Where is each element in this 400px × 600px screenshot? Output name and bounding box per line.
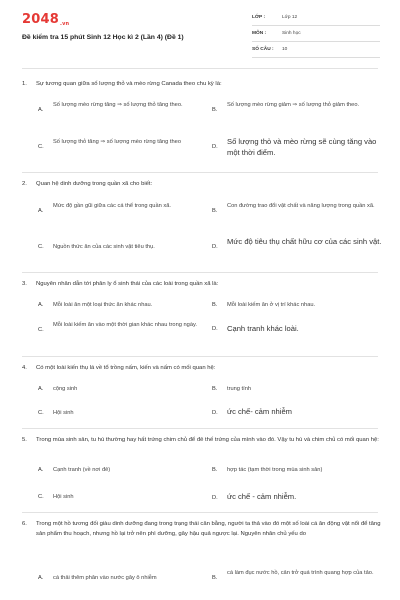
- question-2: [22, 180, 382, 272]
- question-number: 1.: [22, 81, 27, 87]
- option-text: Số lượng thỏ và mèo rừng sẽ cùng tăng vào một thời điểm.: [227, 137, 377, 157]
- question-number: 6.: [22, 521, 27, 527]
- option-letter: D.: [212, 244, 218, 250]
- meta-panel: [252, 12, 380, 60]
- question-3: [22, 280, 382, 354]
- option-b[interactable]: [212, 101, 382, 113]
- option-d[interactable]: [212, 136, 382, 158]
- question-stem: [22, 280, 382, 290]
- option-c[interactable]: [38, 409, 198, 418]
- option-text: Số lượng mèo rừng giảm ⇒ số lượng thỏ giảm theo.: [227, 102, 360, 108]
- option-letter: B.: [212, 302, 218, 308]
- question-text: Trong một hồ tương đối giàu dinh dưỡng đang trong trạng thái cân bằng, người ta thả vào đó một số loài cá ăn động vật nổi để tăng sản phẩm thu hoạch, nhưng hồ lại trở nên phì dưỡng, gây hậu quả ngược lại. Nguyên nhân chủ yếu do: [36, 521, 381, 537]
- option-letter: D.: [212, 495, 218, 501]
- question-stem: [22, 436, 382, 446]
- option-text: Mức độ gần gũi giữa các cá thể trong quần xã.: [53, 203, 171, 209]
- option-letter: B.: [212, 208, 218, 214]
- option-text: Mức độ tiêu thụ chất hữu cơ của các sinh vật.: [227, 237, 382, 246]
- option-text: cá làm đục nước hồ, cản trở quá trình quang hợp của tảo.: [227, 570, 374, 576]
- option-b[interactable]: [212, 569, 382, 581]
- option-letter: B.: [212, 575, 218, 581]
- option-b[interactable]: [212, 301, 382, 310]
- divider: [22, 68, 378, 69]
- option-d[interactable]: [212, 491, 382, 502]
- meta-label: LỚP :: [252, 15, 266, 20]
- divider: [22, 172, 378, 173]
- option-b[interactable]: [212, 466, 382, 475]
- option-letter: D.: [212, 144, 218, 150]
- option-letter: C.: [38, 244, 44, 250]
- option-d[interactable]: [212, 323, 382, 334]
- option-a[interactable]: [38, 202, 198, 214]
- option-text: ức chế- cảm nhiễm: [227, 407, 293, 416]
- option-letter: C.: [38, 327, 44, 333]
- option-text: trung tính: [227, 386, 252, 392]
- option-text: Số lượng thỏ tăng ⇒ số lượng mèo rừng tăng theo: [53, 139, 181, 145]
- option-c[interactable]: [38, 493, 198, 502]
- option-text: Cạnh tranh khác loài.: [227, 324, 299, 333]
- option-letter: B.: [212, 467, 218, 473]
- option-d[interactable]: [212, 236, 382, 250]
- option-text: Mỗi loài kiếm ăn vào một thời gian khác nhau trong ngày.: [53, 322, 197, 328]
- question-number: 4.: [22, 365, 27, 371]
- option-letter: A.: [38, 302, 44, 308]
- page-header: [0, 0, 400, 62]
- option-letter: A.: [38, 208, 44, 214]
- divider: [22, 356, 378, 357]
- divider: [22, 428, 378, 429]
- question-stem: [22, 364, 382, 374]
- question-text: Sự tương quan giữa số lượng thỏ và mèo rừng Canada theo chu kỳ là:: [36, 81, 222, 87]
- meta-value: Sinh học: [282, 31, 301, 36]
- option-text: hợp tác (tạm thời trong mùa sinh sản): [227, 467, 323, 473]
- question-number: 3.: [22, 281, 27, 287]
- site-logo[interactable]: [22, 12, 69, 27]
- option-text: Hội sinh: [53, 410, 74, 416]
- meta-row-count: [252, 44, 380, 58]
- option-b[interactable]: [212, 202, 382, 214]
- option-text: Cạnh tranh (về nơi đẻ): [53, 467, 111, 473]
- option-text: Hội sinh: [53, 494, 74, 500]
- option-a[interactable]: [38, 385, 198, 394]
- question-text: Trong mùa sinh sản, tu hú thường hay hất trứng chim chủ để đẻ thế trứng của mình vào đó. Vậy tu hú và chim chủ có mối quan hệ:: [36, 437, 379, 443]
- option-a[interactable]: [38, 574, 210, 583]
- option-a[interactable]: [38, 301, 210, 310]
- option-a[interactable]: [38, 466, 198, 475]
- option-b[interactable]: [212, 385, 382, 394]
- option-letter: D.: [212, 410, 218, 416]
- option-c[interactable]: [38, 138, 198, 150]
- option-letter: A.: [38, 575, 44, 581]
- question-5: [22, 436, 382, 510]
- meta-value: Lớp 12: [282, 15, 298, 20]
- option-text: Mỗi loài ăn một loại thức ăn khác nhau.: [53, 302, 153, 308]
- meta-row-class: [252, 12, 380, 26]
- question-text: Quan hệ dinh dưỡng trong quần xã cho biết:: [36, 181, 153, 187]
- option-letter: A.: [38, 107, 44, 113]
- question-4: [22, 364, 382, 426]
- meta-value: 10: [282, 47, 288, 52]
- option-letter: C.: [38, 410, 44, 416]
- meta-label: MÔN :: [252, 31, 267, 36]
- option-letter: C.: [38, 494, 44, 500]
- question-text: Có một loài kiến thụ lá về tổ trồng nấm, kiến và nấm có mối quan hệ:: [36, 365, 216, 371]
- option-letter: D.: [212, 326, 218, 332]
- option-text: ức chế - cảm nhiễm.: [227, 492, 297, 501]
- option-letter: A.: [38, 386, 44, 392]
- option-a[interactable]: [38, 101, 198, 113]
- logo-text: 2048: [22, 12, 59, 27]
- option-letter: A.: [38, 467, 44, 473]
- logo-suffix: .vn: [59, 21, 70, 27]
- option-text: Con đường trao đổi vật chất và năng lượng trong quần xã.: [227, 203, 375, 209]
- meta-label: SỐ CÂU :: [252, 47, 274, 52]
- question-text: Nguyên nhân dẫn tới phân ly ổ sinh thái của các loài trong quần xã là:: [36, 281, 219, 287]
- option-c[interactable]: [38, 243, 210, 252]
- question-number: 5.: [22, 437, 27, 443]
- option-d[interactable]: [212, 406, 382, 417]
- option-c[interactable]: [38, 321, 198, 333]
- option-text: cá thải thêm phân vào nước gây ô nhiễm: [53, 575, 157, 581]
- option-letter: C.: [38, 144, 44, 150]
- question-stem: [22, 520, 382, 539]
- divider: [22, 272, 378, 273]
- document-title: Đề kiểm tra 15 phút Sinh 12 Học kì 2 (Lần 4) (Đề 1): [22, 34, 184, 41]
- option-text: Nguồn thức ăn của các sinh vật tiêu thụ.: [53, 244, 155, 250]
- question-stem: [22, 80, 382, 90]
- question-stem: [22, 180, 382, 190]
- meta-row-subject: [252, 28, 380, 42]
- option-letter: B.: [212, 386, 218, 392]
- question-number: 2.: [22, 181, 27, 187]
- option-text: cộng sinh: [53, 386, 78, 392]
- option-text: Mỗi loài kiếm ăn ở vị trí khác nhau.: [227, 302, 316, 308]
- question-1: [22, 80, 382, 172]
- question-6: [22, 520, 382, 600]
- option-text: Số lượng mèo rừng tăng ⇒ số lượng thỏ tăng theo.: [53, 102, 183, 108]
- divider: [22, 512, 378, 513]
- option-letter: B.: [212, 107, 218, 113]
